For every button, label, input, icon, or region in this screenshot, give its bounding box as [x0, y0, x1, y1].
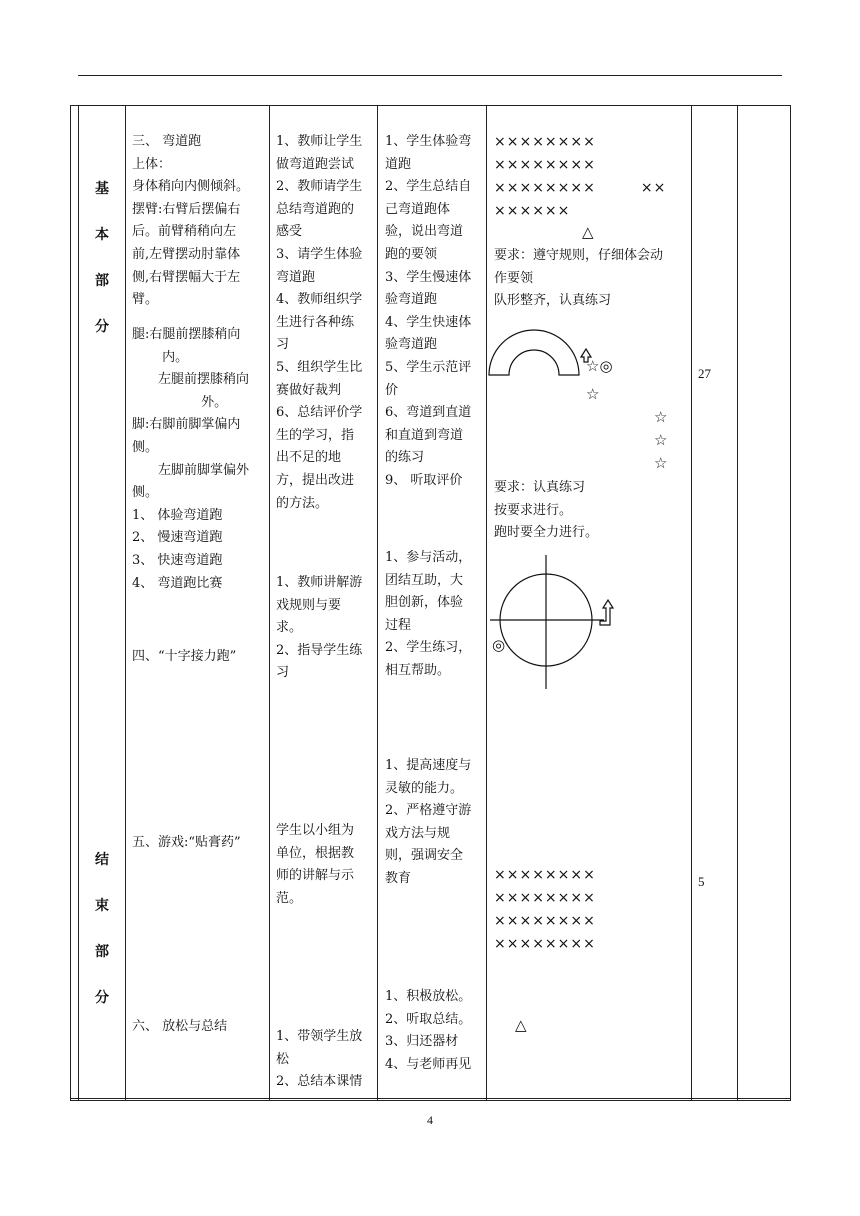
column-divider	[486, 105, 487, 1101]
teacher-triangle-icon: △	[515, 1016, 527, 1034]
content-block-curve-run: 三、 弯道跑 上体： 身体稍向内侧倾斜。 摆臂:右臂后摆偏右 后。前臂稍稍向左 前,左臂摆动肘靠体 侧,右臂摆幅大于左 臂。	[132, 134, 250, 308]
header-rule	[78, 75, 782, 76]
column-divider	[737, 105, 738, 1101]
requirement-note-2: 要求：认真练习 按要求进行。 跑时要全力进行。	[494, 480, 599, 541]
section-label-basic: 基 本 部 分	[95, 181, 109, 335]
cross-relay-diagram	[488, 550, 688, 695]
content-block-legs-feet: 腿:右腿前摆膝稍向 内。 左腿前摆膝稍向 外。 脚:右脚前脚掌偏内 侧。 左脚前脚掌偏外 侧。 1、 体验弯道跑 2、 慢速弯道跑 3、 快速弯道跑 4、 弯道跑比赛	[132, 327, 250, 591]
formation-grid-1: ×××××××× ×××××××× ×××××××× ×× ××××××	[494, 134, 667, 219]
teacher-activities-3: 学生以小组为 单位，根据教 师的讲解与示 范。	[276, 823, 355, 906]
student-activities-1: 1、学生体验弯 道跑 2、学生总结自 己弯道跑体 验，说出弯道 跑的要领 3、学生慢速体 验弯道跑 4、学生快速体 验弯道跑 5、学生示范评 价 6、弯道到直道 和直道到弯道 的练习 9、 听取评价	[385, 134, 472, 488]
arrow-up-icon	[600, 600, 613, 625]
teacher-activities-1: 1、教师让学生 做弯道跑尝试 2、教师请学生 总结弯道跑的 感受 3、请学生体验 弯道跑 4、教师组织学 生进行各种练 习 5、组织学生比 赛做好裁判 6、总结评价学 生的学习，指 出不足的地 方，提出改进 的方法。	[276, 134, 363, 511]
star-icon: ☆	[586, 385, 600, 403]
column-divider	[125, 105, 126, 1101]
time-ending: 5	[698, 874, 705, 889]
teacher-triangle-icon: △	[582, 223, 594, 241]
content-item-game: 五、游戏:“贴膏药”	[132, 835, 241, 850]
star-icon: ☆	[654, 431, 668, 449]
curve-track-shape	[489, 330, 579, 375]
star-icon: ☆	[654, 408, 668, 426]
time-basic: 27	[698, 366, 711, 381]
column-divider	[377, 105, 378, 1101]
teacher-activities-2: 1、教师讲解游 戏规则与要 求。 2、指导学生练 习	[276, 575, 363, 681]
requirement-note-1: 要求：遵守规则，仔细体会动 作要领 队形整齐，认真练习	[494, 248, 664, 309]
student-activities-3: 1、提高速度与 灵敏的能力。 2、严格遵守游 戏方法与规 则，强调安全 教育	[385, 758, 472, 886]
section-label-ending: 结 束 部 分	[95, 852, 109, 1006]
teacher-activities-4: 1、带领学生放 松 2、总结本课情	[276, 1029, 363, 1090]
content-item-cross-relay: 四、“十字接力跑”	[132, 649, 237, 664]
content-item-relax: 六、 放松与总结	[132, 1019, 228, 1034]
table-border-inner-left	[78, 105, 79, 1101]
page-number: 4	[427, 1113, 433, 1127]
column-divider	[691, 105, 692, 1101]
circle-mark-icon: ◎	[492, 636, 506, 654]
table-bottom-border	[70, 1098, 791, 1101]
star-circle-icon: ☆◎	[586, 357, 613, 375]
star-icon: ☆	[654, 454, 668, 472]
student-activities-2: 1、参与活动， 团结互助，大 胆创新，体验 过程 2、学生练习， 相互帮助。	[385, 550, 472, 678]
column-divider	[269, 105, 270, 1101]
formation-grid-2: ×××××××× ×××××××× ×××××××× ××××××××	[494, 867, 596, 952]
student-activities-4: 1、积极放松。 2、听取总结。 3、归还器材 4、与老师再见	[385, 989, 472, 1072]
